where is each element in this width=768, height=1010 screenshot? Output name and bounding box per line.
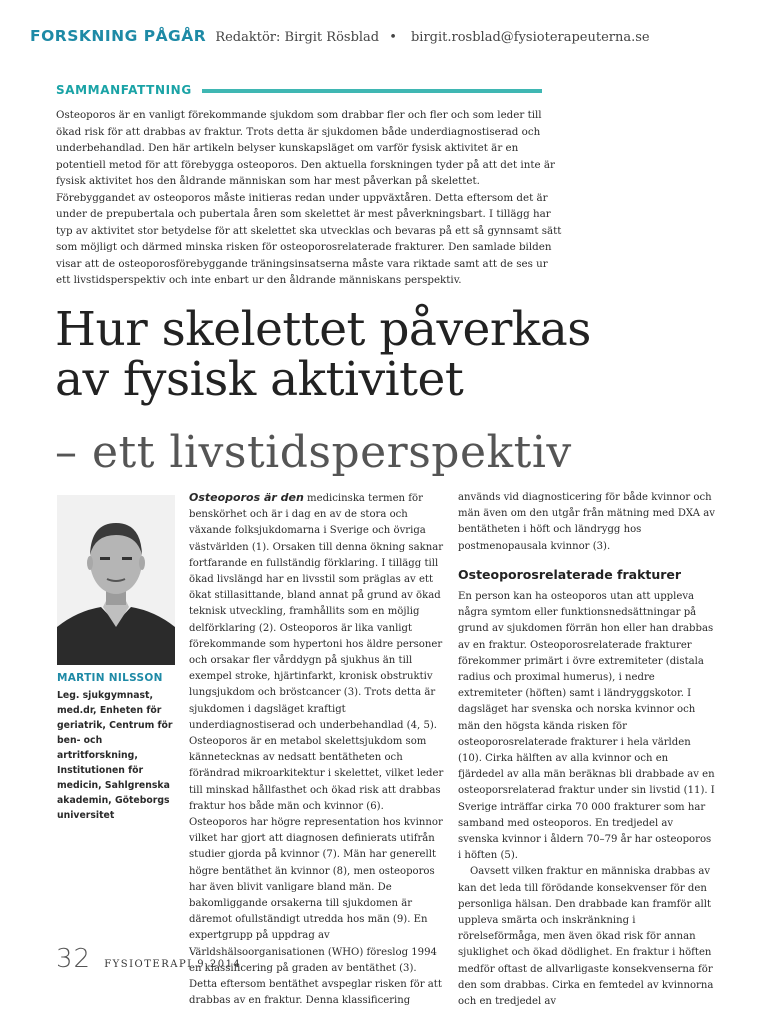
article-title-line2: av fysisk aktivitet [55,352,464,407]
summary-rule [202,89,542,93]
article-title [55,302,745,407]
page-footer [56,944,241,974]
section-tag: FORSKNING PÅGÅR [30,27,207,45]
author-photo [57,495,175,665]
body-paragraph: En person kan ha osteoporos utan att uppleva några symtom eller funktionsnedsättningar på grund av sjukdomen förrän hon eller han drabbas av en fraktur. Osteoporosrelaterade frakturer förekommer primärt i övre extremiteter (distala radius och proximal humerus), i nedre extremiteter (höften) samt i ländryggskotor. I dagsläget har svenska och norska kvinnor och män den högsta kända risken för osteoporosrelaterade frakturer i hela världen (10). Cirka hälften av alla kvinnor och en fjärdedel av alla män beräknas bli drabbade av en osteoporsrelaterad fraktur under sin livstid (11). I Sverige inträffar cirka 70 000 frakturer som har samband med osteoporos. En tredjedel av svenska kvinnor i åldern 70–79 år har osteoporos i höften (5). [458,591,715,862]
summary-label: SAMMANFATTNING [56,83,192,97]
page-header [30,26,750,45]
body-paragraph: används vid diagnosticering för både kvinnor och män även om den utgår från mätning med DXA av bentätheten i höft och ländrygg hos postmenopausala kvinnor (3). [458,492,715,552]
article-title-line1: Hur skelettet påverkas [55,302,591,357]
summary-text: Osteoporos är en vanligt förekommande sjukdom som drabbar fler och fler och som leder till ökad risk för att drabbas av fraktur. Trots detta är sjukdomen både underdiagnostiserad och underbehandlad. Den här artikeln belyser kunskapsläget om varför fysisk aktivitet är en potentiell metod för att förebygga osteoporos. Den aktuella forskningen tyder på att det inte är fysisk aktivitet hos den åldrande människan som har mest påverkan på skelettet. Förebyggandet av osteoporos måste initieras redan under uppväxtåren. Detta eftersom det är under de prepubertala och pubertala åren som skelettet är mest påverkningsbart. I tillägg har typ av aktivitet stor betydelse för att skelettet ska utvecklas och bevaras på ett så gynnsamt sätt som möjligt och därmed minska risken för osteoporosrelaterade frakturer. Den samlade bilden visar att de osteoporosförebyggande träningsinsatserna måste vara riktade samt att de ses ur ett livstidsperspektiv och inte enbart ur den åldrande människans perspektiv. [56,109,562,287]
page-number: 32 [56,944,92,974]
body-column-1 [189,490,444,1010]
body-paragraph: Oavsett vilken fraktur en människa drabbas av kan det leda till förödande konsekvenser för den personliga hälsan. Den drabbade kan framför allt uppleva smärta och inskränkning i rörelseförmåga, men även ökad risk för annan sjuklighet och ökad dödlighet. En fraktur i höften medför oftast de allvarligaste konsekvenserna för den som drabbas. Cirka en femtedel av kvinnorna och en tredjedel av [458,866,714,1008]
section-heading: Osteoporosrelaterade frakturer [458,566,682,582]
author-name: MARTIN NILSSON [57,672,163,684]
journal-issue: FYSIOTERAPI 9.2014 [104,959,242,970]
body-text: medicinska termen för benskörhet och är i dag en av de stora och växande folksjukdomarna i Sverige och övriga västvärlden (1). Orsaken till denna ökning saknar fortfarande en fullständig förklaring. I tillägg till ökad livslängd har en livsstil som präglas av ett ökat stillasittande, bland annat på grund av ökad teknisk utveckling, framhållits som en möjlig delförklaring (2). Osteoporos är lika vanligt förekommande som hypertoni hos äldre personer och orsakar fler vårddygn på sjukhus än till exempel stroke, hjärtinfarkt, kronisk obstruktiv lungsjukdom och bröstcancer (3). Trots detta är sjukdomen i dagsläget kraftigt underdiagnostiserad och underbehandlad (4, 5). Osteoporos är en metabol skelettsjukdom som kännetecknas av nedsatt bentätheten och förändrad mikroarkitektur i skelettet, vilket leder till minskad hållfasthet och ökad risk att drabbas fraktur hos både män och kvinnor (6). Osteoporos har högre representation hos kvinnor vilket har gjort att diagnosen definierats utifrån studier gjorda på kvinnor (7). Män har generellt högre bentäthet än kvinnor (8), men osteoporos har även blivit vanligare bland män. De bakomliggande orsakerna till sjukdomen är däremot ofullständigt utredda hos män (9). En expertgrupp på uppdrag av Världshälsoorganisationen (WHO) föreslog 1994 en klassificering på graden av bentäthet (3). Detta eftersom bentäthet avspeglar risken för att drabbas av en fraktur. Denna klassificering [189,493,444,1007]
lead-in: Osteoporos är den [189,491,304,504]
article-subtitle: – ett livstidsperspektiv [55,427,572,478]
author-bio: Leg. sjukgymnast, med.dr, Enheten för geriatrik, Centrum för ben- och artritforskning, Institutionen för medicin, Sahlgrenska akademin, Göteborgs universitet [57,690,173,821]
editor-email: birgit.rosblad@fysioterapeuterna.se [410,30,650,45]
separator-dot: • [389,30,397,45]
body-column-2 [458,490,716,1010]
body-paragraph [189,490,444,1010]
editor-credit: Redaktör: Birgit Rösblad [215,30,380,45]
